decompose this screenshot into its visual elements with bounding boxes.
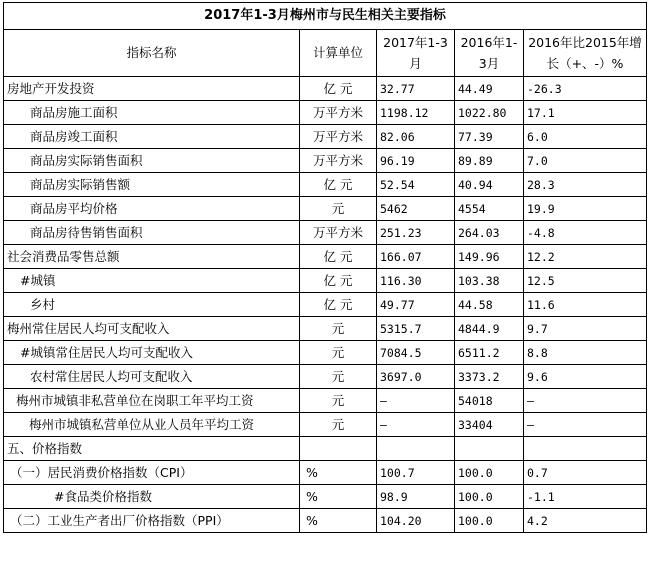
row-change: 17.1: [524, 101, 647, 125]
row-name: 五、价格指数: [4, 437, 300, 461]
header-unit: 计算单位: [300, 30, 377, 77]
row-name: 社会消费品零售总额: [4, 245, 300, 269]
row-change: 19.9: [524, 197, 647, 221]
row-change: 12.2: [524, 245, 647, 269]
table-row: [4, 173, 647, 197]
row-unit: 元: [300, 197, 377, 221]
row-value-2016: 89.89: [455, 149, 524, 173]
indicator-table: [3, 2, 647, 533]
row-change: 8.8: [524, 341, 647, 365]
row-value-2017: 251.23: [377, 221, 455, 245]
row-unit: 亿 元: [300, 77, 377, 101]
row-value-2016: 100.0: [455, 461, 524, 485]
table-row: [4, 269, 647, 293]
row-name: #城镇常住居民人均可支配收入: [4, 341, 300, 365]
row-value-2017: [377, 437, 455, 461]
row-value-2017: 5315.7: [377, 317, 455, 341]
row-value-2017: 52.54: [377, 173, 455, 197]
row-change: 4.2: [524, 509, 647, 533]
row-name: 商品房待售销售面积: [4, 221, 300, 245]
row-unit: 元: [300, 389, 377, 413]
row-unit: 元: [300, 413, 377, 437]
row-change: 0.7: [524, 461, 647, 485]
row-unit: [300, 437, 377, 461]
header-row: [4, 30, 647, 77]
row-name: 商品房平均价格: [4, 197, 300, 221]
row-unit: %: [300, 461, 377, 485]
table-row: [4, 77, 647, 101]
row-value-2017: 100.7: [377, 461, 455, 485]
row-name: 梅州常住居民人均可支配收入: [4, 317, 300, 341]
row-unit: 元: [300, 341, 377, 365]
row-value-2016: 6511.2: [455, 341, 524, 365]
table-row: [4, 101, 647, 125]
row-name: #食品类价格指数: [4, 485, 300, 509]
table-row: [4, 461, 647, 485]
row-value-2017: 3697.0: [377, 365, 455, 389]
table-row: [4, 509, 647, 533]
header-2017: 2017年1-3月: [377, 30, 455, 77]
row-unit: 亿 元: [300, 293, 377, 317]
row-value-2016: 4844.9: [455, 317, 524, 341]
row-name: 梅州市城镇私营单位从业人员年平均工资: [4, 413, 300, 437]
row-change: [524, 437, 647, 461]
header-change: 2016年比2015年增长（+、-）%: [524, 30, 647, 77]
table-row: [4, 341, 647, 365]
row-change: 7.0: [524, 149, 647, 173]
table-row: [4, 389, 647, 413]
row-unit: 亿 元: [300, 269, 377, 293]
row-value-2016: 264.03: [455, 221, 524, 245]
table-row: [4, 149, 647, 173]
row-change: 28.3: [524, 173, 647, 197]
table-row: [4, 317, 647, 341]
row-change: 9.7: [524, 317, 647, 341]
row-change: 12.5: [524, 269, 647, 293]
row-name: （二）工业生产者出厂价格指数（PPI）: [4, 509, 300, 533]
row-value-2016: 103.38: [455, 269, 524, 293]
row-value-2016: 3373.2: [455, 365, 524, 389]
row-value-2017: 32.77: [377, 77, 455, 101]
table-row: [4, 197, 647, 221]
row-change: -4.8: [524, 221, 647, 245]
row-value-2016: 40.94: [455, 173, 524, 197]
row-value-2016: 44.49: [455, 77, 524, 101]
table-row: [4, 437, 647, 461]
row-value-2017: —: [377, 413, 455, 437]
row-value-2016: 149.96: [455, 245, 524, 269]
row-unit: 万平方米: [300, 101, 377, 125]
row-unit: 亿 元: [300, 173, 377, 197]
row-value-2017: 96.19: [377, 149, 455, 173]
row-value-2016: 4554: [455, 197, 524, 221]
row-change: 11.6: [524, 293, 647, 317]
row-name: 农村常住居民人均可支配收入: [4, 365, 300, 389]
row-value-2017: 98.9: [377, 485, 455, 509]
row-value-2017: 166.07: [377, 245, 455, 269]
row-change: -26.3: [524, 77, 647, 101]
table-row: [4, 293, 647, 317]
row-change: 9.6: [524, 365, 647, 389]
row-value-2016: 1022.80: [455, 101, 524, 125]
row-name: 乡村: [4, 293, 300, 317]
row-change: —: [524, 389, 647, 413]
table-row: [4, 485, 647, 509]
row-name: 商品房实际销售面积: [4, 149, 300, 173]
row-unit: %: [300, 509, 377, 533]
row-value-2017: 104.20: [377, 509, 455, 533]
row-name: 商品房施工面积: [4, 101, 300, 125]
row-name: #城镇: [4, 269, 300, 293]
row-unit: 亿 元: [300, 245, 377, 269]
row-value-2016: 100.0: [455, 485, 524, 509]
row-name: 房地产开发投资: [4, 77, 300, 101]
row-name: 梅州市城镇非私营单位在岗职工年平均工资: [4, 389, 300, 413]
table-row: [4, 125, 647, 149]
row-change: —: [524, 413, 647, 437]
table-row: [4, 413, 647, 437]
row-name: 商品房竣工面积: [4, 125, 300, 149]
row-value-2016: 100.0: [455, 509, 524, 533]
row-unit: 元: [300, 365, 377, 389]
row-value-2016: 44.58: [455, 293, 524, 317]
table-row: [4, 221, 647, 245]
row-value-2017: 5462: [377, 197, 455, 221]
table-row: [4, 245, 647, 269]
row-value-2017: 7084.5: [377, 341, 455, 365]
table-title: 2017年1-3月梅州市与民生相关主要指标: [4, 3, 647, 30]
row-value-2017: 1198.12: [377, 101, 455, 125]
row-value-2016: 77.39: [455, 125, 524, 149]
row-unit: 万平方米: [300, 221, 377, 245]
row-value-2017: 82.06: [377, 125, 455, 149]
row-change: -1.1: [524, 485, 647, 509]
row-unit: 万平方米: [300, 125, 377, 149]
row-value-2016: [455, 437, 524, 461]
title-row: [4, 3, 647, 30]
row-change: 6.0: [524, 125, 647, 149]
row-value-2016: 33404: [455, 413, 524, 437]
row-value-2017: 116.30: [377, 269, 455, 293]
indicator-sheet: [3, 2, 646, 533]
row-unit: %: [300, 485, 377, 509]
row-name: 商品房实际销售额: [4, 173, 300, 197]
table-row: [4, 365, 647, 389]
row-name: （一）居民消费价格指数（CPI）: [4, 461, 300, 485]
row-value-2016: 54018: [455, 389, 524, 413]
row-unit: 万平方米: [300, 149, 377, 173]
header-2016: 2016年1-3月: [455, 30, 524, 77]
row-value-2017: —: [377, 389, 455, 413]
row-unit: 元: [300, 317, 377, 341]
row-value-2017: 49.77: [377, 293, 455, 317]
header-name: 指标名称: [4, 30, 300, 77]
